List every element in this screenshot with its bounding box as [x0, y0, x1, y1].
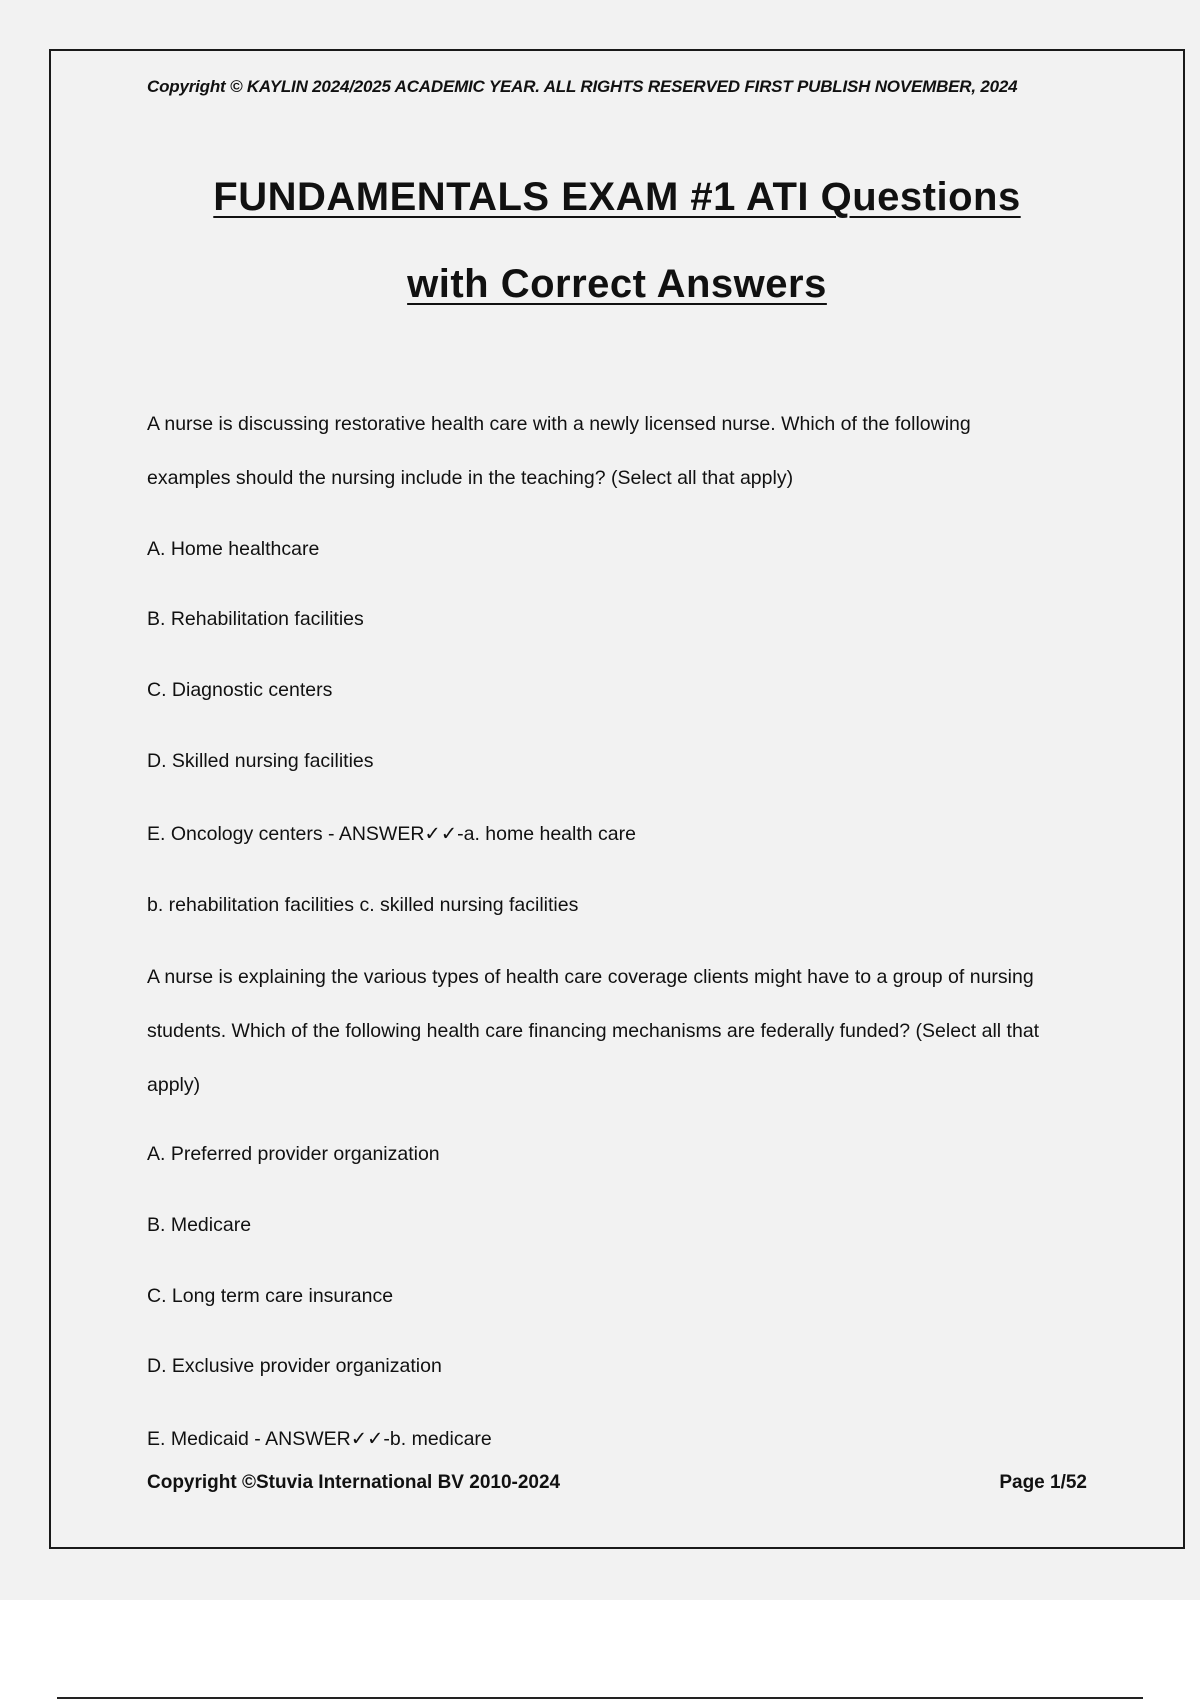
page-number: Page 1/52: [999, 1472, 1087, 1493]
document-title-line-2: with Correct Answers: [407, 262, 827, 306]
document-title-line-1: FUNDAMENTALS EXAM #1 ATI Questions: [213, 175, 1021, 219]
header-copyright: Copyright © KAYLIN 2024/2025 ACADEMIC YEAR. ALL RIGHTS RESERVED FIRST PUBLISH NOVEMBER, 2024: [147, 77, 1018, 96]
question-1-option-a: A. Home healthcare: [147, 538, 320, 560]
question-2-stem-line-2: students. Which of the following health care financing mechanisms are federally funded? (Select all that: [147, 1020, 1040, 1042]
question-1-option-b: B. Rehabilitation facilities: [147, 608, 364, 630]
question-1-stem-line-2: examples should the nursing include in the teaching? (Select all that apply): [147, 467, 794, 489]
question-2-stem-line-3: apply): [147, 1074, 201, 1096]
question-2-stem-line-1: A nurse is explaining the various types of health care coverage clients might have to a group of nursing: [147, 966, 1034, 988]
question-2-option-c: C. Long term care insurance: [147, 1285, 394, 1307]
question-1-option-c: C. Diagnostic centers: [147, 679, 333, 701]
next-page-top-rule: [57, 1697, 1143, 1699]
question-1-option-d: D. Skilled nursing facilities: [147, 750, 374, 772]
question-2-option-d: D. Exclusive provider organization: [147, 1355, 442, 1377]
question-2-option-b: B. Medicare: [147, 1214, 252, 1236]
question-2-option-e-answer: E. Medicaid - ANSWER✓✓-b. medicare: [147, 1428, 492, 1450]
question-1-option-e-answer: E. Oncology centers - ANSWER✓✓-a. home health care: [147, 823, 636, 845]
question-1-stem-line-1: A nurse is discussing restorative health care with a newly licensed nurse. Which of the following: [147, 413, 971, 435]
document-page: [49, 49, 1185, 1549]
footer-copyright: Copyright ©Stuvia International BV 2010-2024: [147, 1472, 561, 1493]
question-1-answer-continuation: b. rehabilitation facilities c. skilled nursing facilities: [147, 894, 579, 916]
question-2-option-a: A. Preferred provider organization: [147, 1143, 440, 1165]
